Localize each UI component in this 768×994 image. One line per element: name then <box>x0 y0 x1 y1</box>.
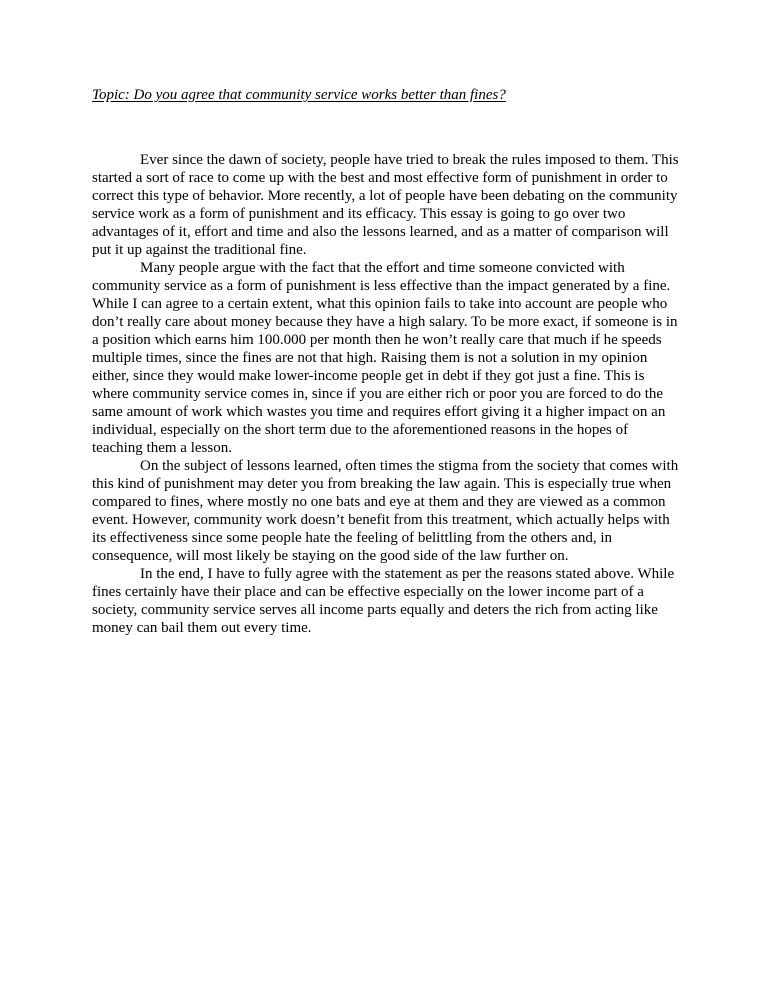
essay-paragraph-lessons-learned: On the subject of lessons learned, often times the stigma from the society that comes with this kind of punishment may deter you from breaking the law again. This is especially true when compared to fines, where mostly no one bats and eye at them and they are viewed as a common event. However, community work doesn’t benefit from this treatment, which actually helps with its effectiveness since some people hate the feeling of belittling from the others and, in consequence, will most likely be staying on the good side of the law further on. <box>92 458 679 564</box>
essay-paragraph-introduction: Ever since the dawn of society, people have tried to break the rules imposed to them. This started a sort of race to come up with the best and most effective form of punishment in order to correct this type of behavior. More recently, a lot of people have been debating on the community service work as a form of punishment and its efficacy. This essay is going to go over two advantages of it, effort and time and also the lessons learned, and as a matter of comparison will put it up against the traditional fine. <box>92 152 679 258</box>
essay-paragraph-conclusion: In the end, I have to fully agree with the statement as per the reasons stated above. While fines certainly have their place and can be effective especially on the lower income part of a society, community service serves all income parts equally and deters the rich from acting like money can bail them out every time. <box>92 566 675 636</box>
essay-body <box>92 151 682 637</box>
essay-paragraph-effort-and-time: Many people argue with the fact that the effort and time someone convicted with community service as a form of punishment is less effective than the impact generated by a fine. While I can agree to a certain extent, what this opinion fails to take into account are people who don’t really care about money because they have a high salary. To be more exact, if someone is in a position which earns him 100.000 per month then he won’t really care that much if he speeds multiple times, since the fines are not that high. Raising them is not a solution in my opinion either, since they would make lower-income people get in debt if they got just a fine. This is where community service comes in, since if you are either rich or poor you are forced to do the same amount of work which wastes you time and requires effort giving it a higher impact on an individual, especially on the short term due to the aforementioned reasons in the hopes of teaching them a lesson. <box>92 260 678 456</box>
essay-topic-heading: Topic: Do you agree that community service works better than fines? <box>92 87 506 103</box>
